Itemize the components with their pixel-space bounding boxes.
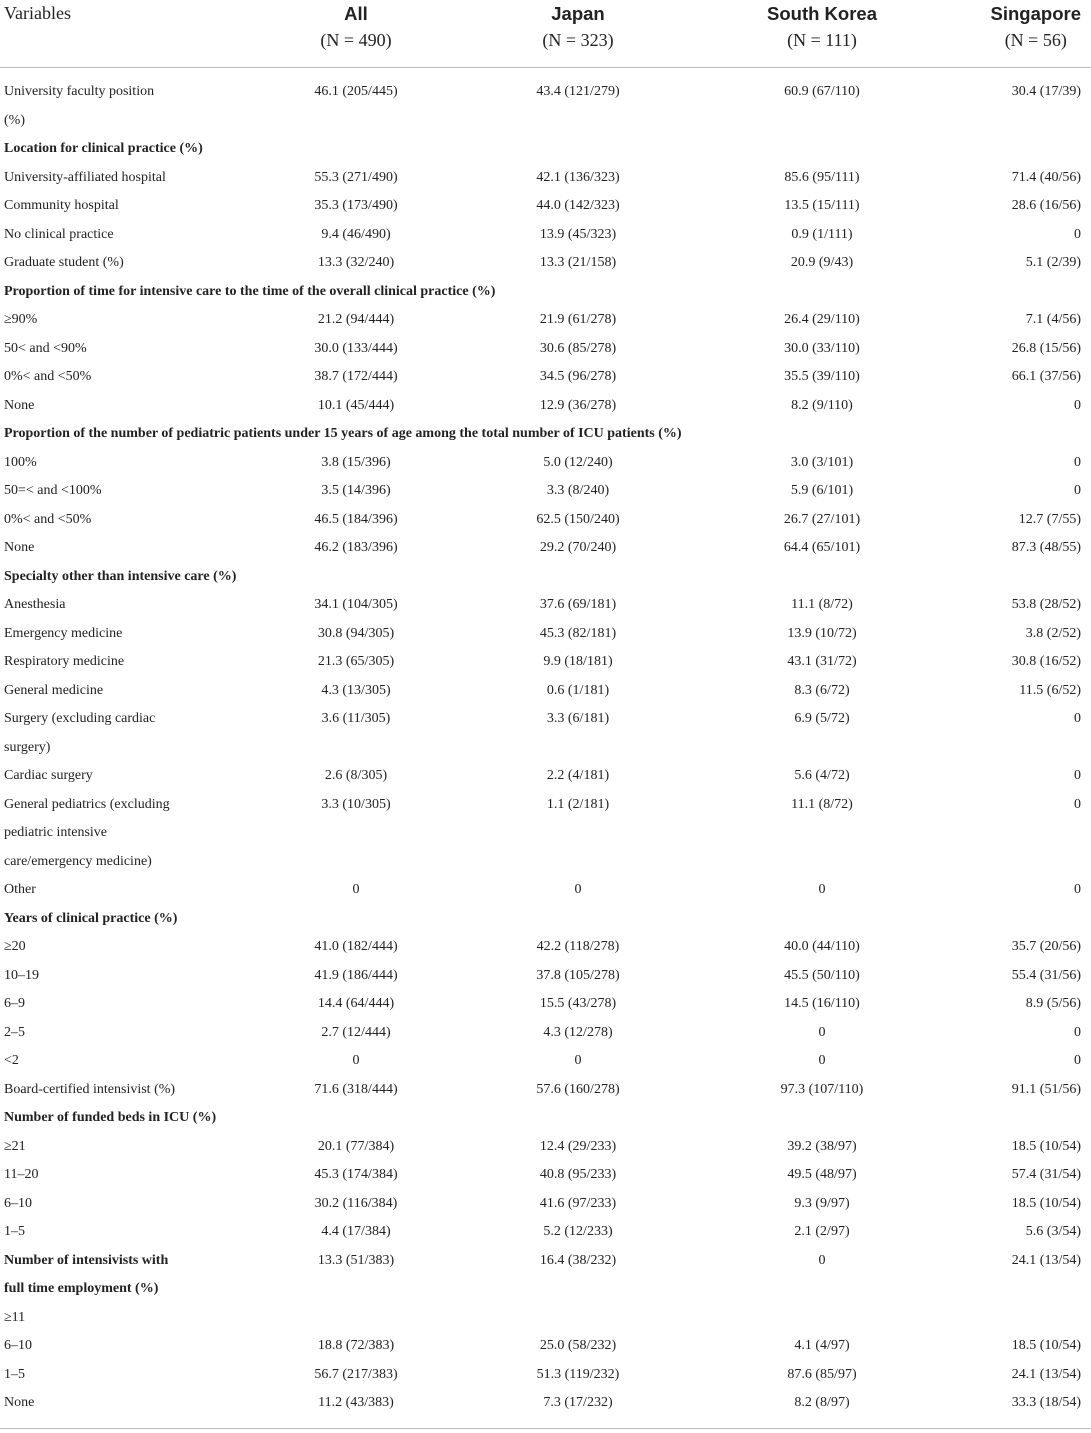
section-row [0,135,1091,164]
table-row [0,164,1091,193]
cell-singapore: 0 [1074,454,1081,470]
cell-japan: 1.1 (2/181) [546,796,610,812]
table-row [0,1304,1091,1333]
cell-south-korea: 14.5 (16/110) [784,996,860,1011]
row-label: 6–9 [4,996,25,1011]
table-row [0,620,1091,649]
cell-all: 45.3 (174/384) [314,1167,398,1182]
cell-south-korea: 11.1 (8/72) [791,597,853,612]
cell-japan: 45.3 (82/181) [539,625,617,641]
cell-japan: 7.3 (17/232) [456,1389,700,1428]
cell-singapore [944,1304,1091,1333]
cell-japan: 42.1 (136/323) [536,169,620,185]
cell-japan: 37.6 (69/181) [539,597,617,612]
cell-all: 0 [352,1053,360,1068]
cell-japan: 3.3 (6/181) [546,711,610,726]
row-label: ≥21 [4,1138,26,1154]
cell-japan: 62.5 (150/240) [536,511,620,527]
cell-all: 3.5 (14/396) [321,483,391,498]
table-row [0,648,1091,677]
section-heading: Years of clinical practice (%) [4,910,178,926]
cell-japan: 4.3 (12/278) [543,1024,613,1040]
cell-japan: 43.4 (121/279) [536,84,620,99]
cell-singapore: 12.7 (7/55) [1018,511,1081,527]
cell-south-korea: 6.9 (5/72) [794,711,850,726]
cell-japan: 16.4 (38/232) [539,1252,617,1268]
table-row [0,933,1091,962]
cell-japan: 0 [574,882,582,897]
cell-south-korea: 60.9 (67/110) [784,84,860,99]
row-label: Respiratory medicine [4,654,125,669]
cell-singapore: 3.8 (2/52) [1025,625,1081,641]
cell-japan: 0.6 (1/181) [546,682,610,698]
cell-japan: 37.8 (105/278) [536,967,620,983]
cell-all: 46.1 (205/445) [314,84,398,99]
cell-singapore: 53.8 (28/52) [1011,597,1081,612]
cell-japan: 13.3 (21/158) [539,255,617,270]
cell-japan: 21.9 (61/278) [539,312,617,327]
row-label: 1–5 [4,1366,25,1382]
row-label: None [4,397,35,413]
row-label: Community hospital [4,198,119,213]
cell-south-korea: 13.5 (15/111) [784,198,860,213]
section-row [0,1104,1091,1133]
cell-south-korea: 97.3 (107/110) [780,1081,864,1097]
cell-all: 4.4 (17/384) [321,1224,391,1239]
row-label: 0%< and <50% [4,511,92,527]
table-row [0,1133,1091,1162]
cell-all: 2.6 (8/305) [324,768,388,783]
row-label: 6–10 [4,1195,32,1211]
cell-japan: 3.3 (8/240) [546,483,610,498]
cell-all: 11.2 (43/383) [256,1389,456,1428]
cell-south-korea: 0 [818,1024,826,1040]
cell-singapore: 8.9 (5/56) [1025,996,1081,1011]
cell-all: 18.8 (72/383) [317,1338,395,1353]
cell-japan: 12.9 (36/278) [539,397,617,413]
table-row [0,1218,1091,1247]
section-heading: Proportion of the number of pediatric patients under 15 years of age among the total number of ICU patients (%) [4,426,682,441]
row-label: University-affiliated hospital [4,169,166,185]
cell-singapore: 35.7 (20/56) [1011,939,1081,954]
row-label: 2–5 [4,1024,25,1040]
cell-all: 34.1 (104/305) [314,597,398,612]
cell-all: 46.2 (183/396) [314,540,398,555]
section-row [0,905,1091,934]
table-row [0,1047,1091,1076]
table-row [0,534,1091,563]
cell-south-korea: 2.1 (2/97) [794,1224,850,1239]
table-row [0,962,1091,991]
cell-south-korea: 20.9 (9/43) [790,255,854,270]
cell-japan: 44.0 (142/323) [536,198,620,213]
header-japan [456,0,700,68]
cell-singapore: 0 [1074,483,1081,498]
section-heading: Number of intensivists with full time employment (%) [4,1252,169,1296]
cell-all: 20.1 (77/384) [317,1138,395,1154]
row-label: Graduate student (%) [4,255,124,270]
cell-all: 9.4 (46/490) [321,226,391,242]
cell-japan: 5.0 (12/240) [543,454,613,470]
cell-all: 46.5 (184/396) [314,511,398,527]
table-row [0,249,1091,278]
header-all-name: All [344,3,368,24]
row-label: ≥20 [4,939,26,954]
table-row [0,1332,1091,1361]
cell-japan: 40.8 (95/233) [539,1167,617,1182]
cell-singapore: 55.4 (31/56) [1011,967,1081,983]
cell-all: 3.6 (11/305) [321,711,391,726]
cell-south-korea: 0 [818,882,826,897]
cell-singapore: 5.1 (2/39) [1025,255,1081,270]
row-label: No clinical practice [4,226,114,242]
section-row [0,1247,1091,1304]
cell-south-korea: 40.0 (44/110) [784,939,860,954]
row-label: Cardiac surgery [4,768,93,783]
section-row [0,420,1091,449]
cell-all: 35.3 (173/490) [314,198,398,213]
cell-japan: 42.2 (118/278) [536,939,620,954]
cell-south-korea: 3.0 (3/101) [790,454,854,470]
cell-singapore: 5.6 (3/54) [1025,1224,1081,1239]
section-heading: Number of funded beds in ICU (%) [4,1110,217,1125]
cell-all: 21.3 (65/305) [317,654,395,669]
row-label: Anesthesia [4,597,66,612]
cell-south-korea: 39.2 (38/97) [787,1138,857,1154]
cell-all: 4.3 (13/305) [321,682,391,698]
row-label: ≥11 [4,1309,26,1325]
cell-south-korea: 8.2 (8/97) [700,1389,944,1428]
table-row [0,762,1091,791]
table-header [0,0,1091,68]
row-label: 100% [4,454,37,470]
row-label: None [0,1389,256,1428]
cell-japan: 41.6 (97/233) [539,1195,617,1211]
cell-singapore: 0 [1074,226,1081,242]
cell-south-korea: 5.9 (6/101) [790,483,854,498]
row-label: <2 [4,1053,19,1068]
cell-singapore: 57.4 (31/54) [1011,1167,1081,1182]
cell-south-korea: 43.1 (31/72) [787,654,857,669]
cell-south-korea: 0 [818,1053,826,1068]
cell-south-korea: 4.1 (4/97) [794,1338,850,1353]
header-all [256,0,456,68]
cell-japan: 51.3 (119/232) [536,1366,620,1382]
cell-singapore: 11.5 (6/52) [1019,682,1081,698]
table-row [0,990,1091,1019]
cell-singapore: 91.1 (51/56) [1011,1081,1081,1097]
row-label: General pediatrics (excluding pediatric intensive care/emergency medicine) [4,796,170,869]
cell-south-korea: 9.3 (9/97) [794,1195,850,1211]
cell-all: 13.3 (32/240) [317,255,395,270]
row-label: 50< and <90% [4,340,87,356]
cell-south-korea: 8.3 (6/72) [794,682,850,698]
cell-singapore: 0 [1074,1024,1081,1040]
cell-south-korea [700,1304,944,1333]
cell-japan: 0 [574,1053,582,1068]
cell-japan: 29.2 (70/240) [539,540,617,555]
cell-singapore: 0 [1074,796,1081,812]
table-row [0,221,1091,250]
row-label: Other [4,882,36,897]
table-row [0,1389,1091,1428]
header-singapore-n: (N = 56) [1004,30,1067,50]
section-row [0,278,1091,307]
cell-singapore: 0 [1074,768,1081,783]
row-label: Emergency medicine [4,625,123,641]
row-label: General medicine [4,682,104,698]
cell-singapore: 18.5 (10/54) [1011,1195,1081,1211]
header-variables: Variables [0,0,256,68]
header-singapore [944,0,1091,68]
table-row [0,1361,1091,1390]
row-label: 50=< and <100% [4,483,102,498]
cell-south-korea: 0 [818,1252,826,1268]
row-label: 6–10 [4,1338,32,1353]
cell-south-korea: 87.6 (85/97) [787,1366,857,1382]
header-japan-n: (N = 323) [542,30,614,50]
section-heading: Specialty other than intensive care (%) [4,568,237,584]
cell-singapore: 7.1 (4/56) [1025,312,1081,327]
row-label: Surgery (excluding cardiac surgery) [4,711,156,755]
row-label: 10–19 [4,967,39,983]
cell-singapore: 30.4 (17/39) [1011,84,1081,99]
cell-japan: 5.2 (12/233) [543,1224,613,1239]
table-row [0,791,1091,877]
cell-singapore: 24.1 (13/54) [1011,1366,1081,1382]
cell-singapore: 30.8 (16/52) [1011,654,1081,669]
cell-japan [456,1304,700,1333]
table-row [0,335,1091,364]
cell-japan: 57.6 (160/278) [536,1081,620,1097]
row-label: ≥90% [4,312,38,327]
section-row [0,563,1091,592]
cell-singapore: 66.1 (37/56) [1011,369,1081,384]
table-row [0,506,1091,535]
cell-singapore: 24.1 (13/54) [1011,1252,1081,1268]
table-row [0,876,1091,905]
table-row [0,192,1091,221]
cell-all: 0 [352,882,360,897]
cell-japan: 13.9 (45/323) [539,226,617,242]
cell-south-korea: 8.2 (9/110) [791,397,853,413]
cell-south-korea: 0.9 (1/111) [791,226,853,242]
table-row [0,677,1091,706]
cell-south-korea: 35.5 (39/110) [784,369,860,384]
cell-all: 30.2 (116/384) [314,1195,398,1211]
table-row [0,1190,1091,1219]
cell-singapore: 71.4 (40/56) [1011,169,1081,185]
cell-all: 56.7 (217/383) [314,1366,398,1382]
table-row [0,705,1091,762]
cell-all: 41.9 (186/444) [314,967,398,983]
cell-singapore: 28.6 (16/56) [1011,198,1081,213]
cell-japan: 34.5 (96/278) [539,369,617,384]
cell-all: 71.6 (318/444) [314,1081,398,1097]
cell-singapore: 26.8 (15/56) [1011,340,1081,356]
header-singapore-name: Singapore [990,3,1081,24]
cell-all: 3.8 (15/396) [321,454,391,470]
header-south-korea [700,0,944,68]
header-japan-name: Japan [551,3,605,24]
cell-south-korea: 26.7 (27/101) [783,511,861,527]
cell-south-korea: 5.6 (4/72) [794,768,850,783]
table-row [0,363,1091,392]
cell-all: 14.4 (64/444) [317,996,395,1011]
cell-all: 55.3 (271/490) [314,169,398,185]
cell-japan: 15.5 (43/278) [539,996,617,1011]
cell-south-korea: 49.5 (48/97) [787,1167,857,1182]
cell-all: 13.3 (51/383) [317,1252,395,1268]
header-south-korea-n: (N = 111) [787,30,857,50]
header-south-korea-name: South Korea [767,3,877,24]
table-body [0,68,1091,1429]
table-row [0,392,1091,421]
row-label: University faculty position (%) [4,84,155,128]
cell-singapore: 0 [1074,711,1081,726]
cell-all: 10.1 (45/444) [317,397,395,413]
cell-japan: 25.0 (58/232) [539,1338,617,1353]
cell-south-korea: 13.9 (10/72) [787,625,857,641]
cell-all: 30.0 (133/444) [314,340,398,356]
cell-south-korea: 64.4 (65/101) [783,540,861,555]
cell-japan: 30.6 (85/278) [539,340,617,356]
table-row [0,477,1091,506]
cell-japan: 9.9 (18/181) [543,654,613,669]
cell-all: 41.0 (182/444) [314,939,398,954]
cell-singapore: 0 [1074,1053,1081,1068]
cell-singapore: 18.5 (10/54) [1011,1338,1081,1353]
table-row [0,1161,1091,1190]
row-label: None [4,540,35,555]
cell-all: 2.7 (12/444) [321,1024,391,1040]
cell-singapore: 0 [1074,397,1081,413]
cell-japan: 12.4 (29/233) [539,1138,617,1154]
section-heading: Location for clinical practice (%) [4,141,203,156]
header-all-n: (N = 490) [320,30,392,50]
cell-south-korea: 26.4 (29/110) [784,312,860,327]
cell-all: 21.2 (94/444) [317,312,395,327]
table-row [0,591,1091,620]
cell-japan: 2.2 (4/181) [546,768,610,783]
cell-all: 30.8 (94/305) [317,625,395,641]
cell-south-korea: 11.1 (8/72) [791,796,853,812]
cell-singapore: 33.3 (18/54) [944,1389,1091,1428]
cell-south-korea: 30.0 (33/110) [784,340,860,356]
row-label: 11–20 [4,1167,39,1182]
table-row [0,68,1091,136]
section-heading: Proportion of time for intensive care to the time of the overall clinical practice (%) [4,283,496,299]
row-label: Board-certified intensivist (%) [4,1081,176,1097]
cell-singapore: 0 [1074,882,1081,897]
cell-south-korea: 45.5 (50/110) [784,967,860,983]
row-label: 1–5 [4,1224,25,1239]
table-row [0,449,1091,478]
cell-singapore: 87.3 (48/55) [1011,540,1081,555]
table-row [0,1076,1091,1105]
row-label: 0%< and <50% [4,369,92,384]
cell-all [256,1304,456,1333]
cell-all: 38.7 (172/444) [314,369,398,384]
header-row [0,0,1091,68]
cell-singapore: 18.5 (10/54) [1011,1138,1081,1154]
cell-all: 3.3 (10/305) [321,796,391,812]
cell-south-korea: 85.6 (95/111) [784,169,860,185]
table-row [0,1019,1091,1048]
table-row [0,306,1091,335]
